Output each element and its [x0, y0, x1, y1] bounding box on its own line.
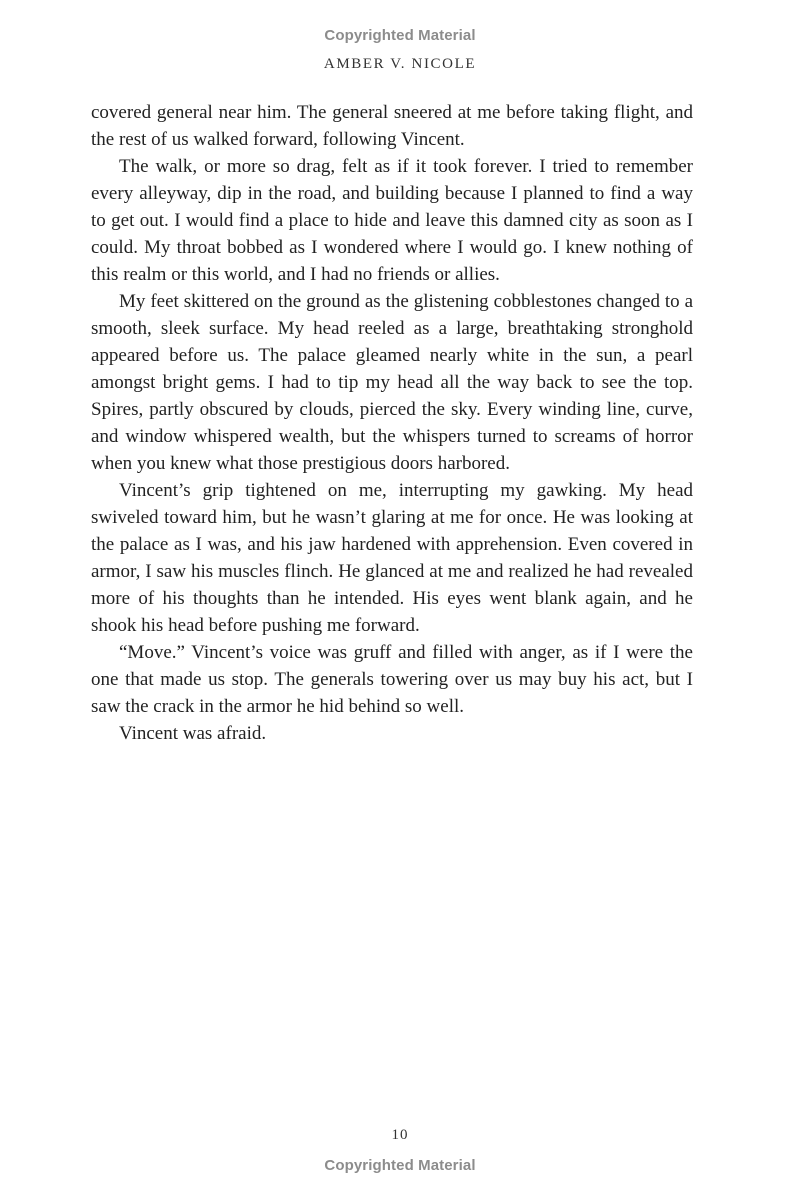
- body-text: [91, 99, 693, 747]
- paragraph: My feet skittered on the ground as the glistening cobblestones changed to a smooth, sleek surface. My head reeled as a large, breathtaking stronghold appeared before us. The palace gleamed nearly white in the sun, a pearl amongst bright gems. I had to tip my head all the way back to see the top. Spires, partly obscured by clouds, pierced the sky. Every winding line, curve, and window whispered wealth, but the whispers turned to screams of horror when you knew what those prestigious doors harbored.: [91, 291, 693, 474]
- copyright-watermark-top: Copyrighted Material: [324, 27, 476, 44]
- paragraph: “Move.” Vincent’s voice was gruff and filled with anger, as if I were the one that made us stop. The generals towering over us may buy his act, but I saw the crack in the armor he hid behind so well.: [91, 642, 693, 717]
- paragraph: Vincent was afraid.: [119, 723, 267, 744]
- paragraph: The walk, or more so drag, felt as if it took forever. I tried to remember every alleyway, dip in the road, and building because I planned to find a way to get out. I would find a place to hide and leave this damned city as soon as I could. My throat bobbed as I wondered where I would go. I knew nothing of this realm or this world, and I had no friends or allies.: [91, 156, 693, 285]
- running-head-author: AMBER V. NICOLE: [323, 56, 477, 72]
- paragraph: covered general near him. The general sneered at me before taking flight, and the rest of us walked forward, following Vincent.: [91, 102, 693, 150]
- paragraph: Vincent’s grip tightened on me, interrupting my gawking. My head swiveled toward him, but he wasn’t glaring at me for once. He was looking at the palace as I was, and his jaw hardened with apprehension. Even covered in armor, I saw his muscles flinch. He glanced at me and realized he had revealed more of his thoughts than he intended. His eyes went blank again, and he shook his head before pushing me forward.: [91, 480, 693, 636]
- page-number: 10: [391, 1127, 409, 1143]
- copyright-watermark-bottom: Copyrighted Material: [324, 1157, 476, 1174]
